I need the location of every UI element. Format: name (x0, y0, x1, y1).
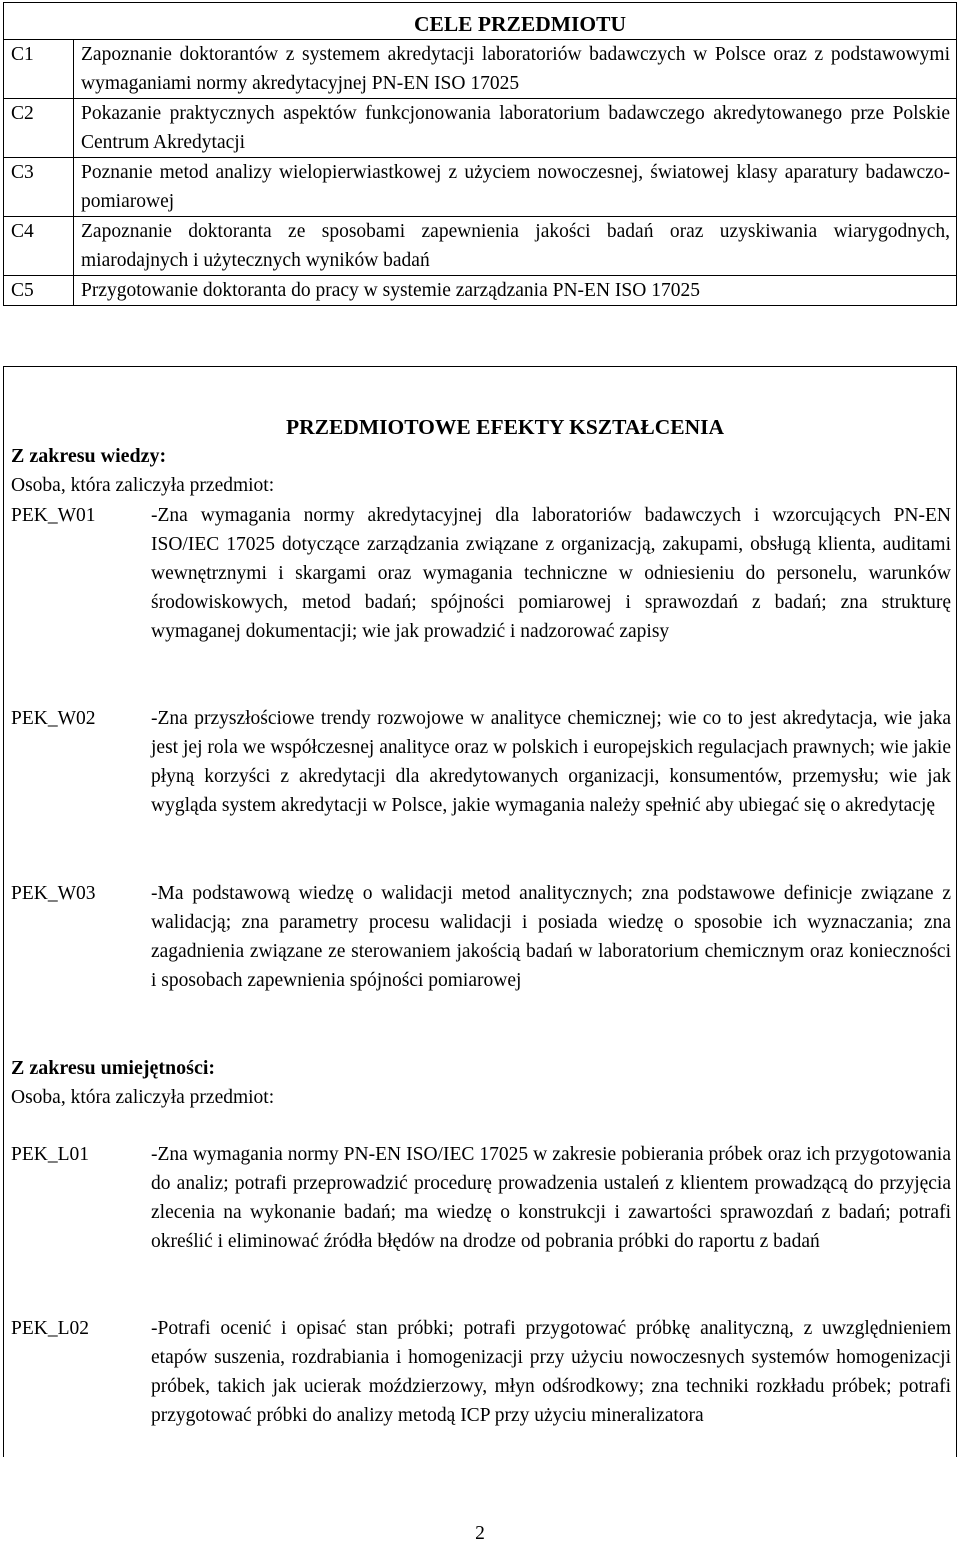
course-goals-header-row (4, 3, 957, 40)
skills-subheading: Osoba, która zaliczyła przedmiot: (11, 1087, 275, 1108)
outcome-text: -Zna przyszłościowe trendy rozwojowe w analityce chemicznej; wie co to jest akredytacja, wie jaka jest jej rola we współczesnej analityce oraz w polskich i europejskich regulacjach prawnych; wie jakie płyną korzyści z akredytacji dla akredytowanych organizacji, konsumentów, przemysłu; wie jak wygląda system akredytacji w Polsce, jakie wymagania należy spełnić aby ubiegać się o akredytację (151, 708, 951, 817)
page-number: 2 (475, 1523, 485, 1544)
knowledge-subheading: Osoba, która zaliczyła przedmiot: (11, 475, 275, 496)
goal-code: C3 (4, 158, 74, 217)
outcome-code: PEK_W01 (11, 505, 96, 526)
outcome-code: PEK_W03 (11, 883, 96, 904)
goal-text: Pokazanie praktycznych aspektów funkcjonowania laboratorium badawczego akredytowanego prze Polskie Centrum Akredytacji (74, 99, 957, 158)
goal-text: Poznanie metod analizy wielopierwiastkowej z użyciem nowoczesnej, światowej klasy aparatury badawczo-pomiarowej (74, 158, 957, 217)
goal-row (4, 40, 957, 99)
goal-code: C1 (4, 40, 74, 99)
goal-text: Przygotowanie doktoranta do pracy w systemie zarządzania PN-EN ISO 17025 (74, 276, 957, 306)
outcome-text: -Ma podstawową wiedzę o walidacji metod analitycznych; zna podstawowe definicje związane z walidacją; zna parametry procesu walidacji i posiada wiedzę o sposobie ich wyznaczania; zna zagadnienia związane ze sterowaniem jakością badań w laboratorium chemicznym oraz konieczności i sposobach zapewnienia spójności pomiarowej (151, 883, 951, 992)
goal-code: C2 (4, 99, 74, 158)
learning-outcomes-section (3, 366, 957, 1457)
goal-row (4, 158, 957, 217)
learning-outcomes-title: PRZEDMIOTOWE EFEKTY KSZTAŁCENIA (285, 415, 725, 439)
course-goals-table (3, 2, 957, 306)
goal-text: Zapoznanie doktorantów z systemem akredytacji laboratoriów badawczych w Polsce oraz z podstawowymi wymaganiami normy akredytacyjnej PN-EN ISO 17025 (74, 40, 957, 99)
goal-code: C4 (4, 217, 74, 276)
goal-text: Zapoznanie doktoranta ze sposobami zapewnienia jakości badań oraz uzyskiwania wiarygodnych, miarodajnych i użytecznych wyników badań (74, 217, 957, 276)
goal-code: C5 (4, 276, 74, 306)
outcome-code: PEK_W02 (11, 708, 96, 729)
goal-row (4, 276, 957, 306)
course-goals-title: CELE PRZEDMIOTU (4, 3, 957, 40)
goal-row (4, 99, 957, 158)
outcome-text: -Zna wymagania normy akredytacyjnej dla laboratoriów badawczych i wzorcujących PN-EN ISO/IEC 17025 dotyczące zarządzania związane z organizacją, zakupami, obsługą klienta, auditami wewnętrznymi i skargami oraz wymagania techniczne w odniesieniu do personelu, warunków środowiskowych, metod badań; spójności pomiarowej i sprawozdań z badań; zna strukturę wymaganej dokumentacji; wie jak prowadzić i nadzorować zapisy (151, 505, 951, 643)
skills-heading: Z zakresu umiejętności: (11, 1057, 216, 1079)
goal-row (4, 217, 957, 276)
outcome-code: PEK_L02 (11, 1318, 89, 1339)
outcome-text: -Potrafi ocenić i opisać stan próbki; potrafi przygotować próbkę analityczną, z uwzględnieniem etapów suszenia, rozdrabiania i homogenizacji przy użyciu nowoczesnych systemów homogenizacji próbek, takich jak ucierak moździerzowy, młyn odśrodkowy; zna techniki rozkładu próbek; potrafi przygotować próbki do analizy metodą ICP przy użyciu mineralizatora (151, 1318, 951, 1427)
outcome-code: PEK_L01 (11, 1144, 89, 1165)
knowledge-heading: Z zakresu wiedzy: (11, 445, 167, 467)
outcome-text: -Zna wymagania normy PN-EN ISO/IEC 17025 w zakresie pobierania próbek oraz ich przygotowania do analiz; potrafi przeprowadzić procedurę prowadzenia ustaleń z klientem prowadzącą do przyjęcia zlecenia na wykonanie badań; ma wiedzę o konstrukcji i zawartości sprawozdań z badań; potrafi określić i eliminować źródła błędów na drodze od pobrania próbki do raportu z badań (151, 1144, 951, 1253)
